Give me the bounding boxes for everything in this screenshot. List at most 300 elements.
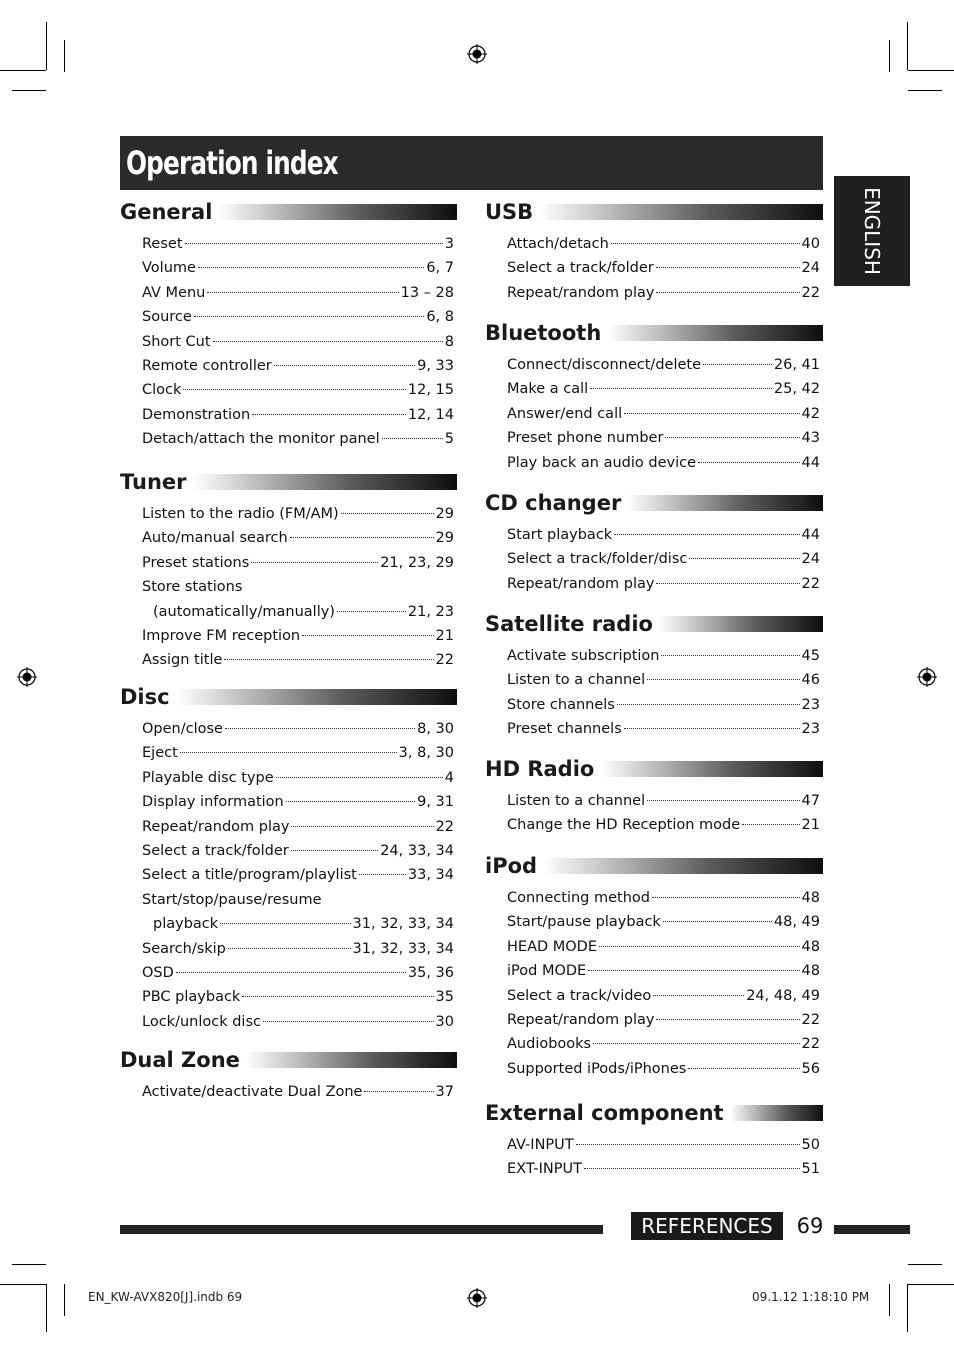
language-label: ENGLISH — [860, 187, 884, 275]
entry-label: Search/skip — [142, 940, 226, 957]
entry-pages: 31, 32, 33, 34 — [352, 916, 454, 933]
entry-pages: 21 — [801, 817, 820, 834]
index-entry — [120, 863, 457, 887]
index-entry — [485, 256, 823, 280]
registration-mark-icon — [917, 667, 937, 687]
section-heading — [485, 614, 823, 638]
crop-mark — [46, 1284, 47, 1332]
entry-pages: 47 — [801, 793, 820, 809]
entry-pages: 46 — [801, 672, 820, 689]
page-title-bar — [120, 136, 823, 190]
entry-label: Connect/disconnect/delete — [507, 357, 701, 373]
crop-mark — [889, 1284, 890, 1316]
entry-pages: 40 — [801, 236, 820, 252]
crop-mark — [64, 40, 65, 72]
section-title: USB — [485, 200, 534, 224]
entry-label: EXT-INPUT — [507, 1161, 582, 1178]
index-entry-list — [485, 644, 823, 742]
index-entry — [485, 1008, 823, 1032]
entry-label: Listen to a channel — [507, 793, 646, 809]
crop-mark — [12, 90, 46, 91]
index-entry — [485, 1133, 823, 1157]
crop-mark — [12, 1264, 46, 1265]
index-entry — [120, 403, 457, 427]
registration-mark-icon — [17, 667, 37, 687]
section-ipod — [485, 856, 823, 1081]
section-title: Dual Zone — [120, 1048, 240, 1072]
entry-label: Auto/manual search — [142, 530, 288, 547]
section-cd-changer — [485, 493, 823, 596]
index-entry-list — [485, 1133, 823, 1182]
index-entry — [120, 815, 457, 839]
section-heading — [120, 202, 457, 226]
entry-pages: 12, 15 — [407, 382, 454, 399]
entry-label: Lock/unlock disc — [142, 1013, 261, 1030]
dot-leader — [180, 752, 397, 753]
entry-label: iPod MODE — [507, 963, 587, 980]
entry-pages: 21 — [435, 628, 454, 645]
index-entry-list — [485, 353, 823, 475]
index-entry — [120, 378, 457, 402]
entry-label: Preset phone number — [507, 430, 664, 447]
imprint-file: EN_KW-AVX820[J].indb 69 — [88, 1290, 243, 1304]
entry-pages: 23 — [801, 696, 820, 713]
dot-leader — [194, 316, 425, 317]
entry-label: Reset — [142, 236, 183, 252]
entry-label: AV Menu — [142, 284, 206, 301]
entry-pages: 29 — [435, 530, 454, 547]
entry-pages: 22 — [801, 1012, 820, 1029]
entry-label: Change the HD Reception mode — [507, 817, 741, 834]
entry-pages: 24 — [801, 260, 820, 277]
dot-leader — [213, 341, 443, 342]
section-usb — [485, 202, 823, 305]
entry-label: Make a call — [507, 381, 589, 398]
dot-leader — [663, 921, 772, 922]
section-title: HD Radio — [485, 757, 595, 781]
section-dual-zone — [120, 1050, 457, 1104]
entry-label: Detach/attach the monitor panel — [142, 431, 380, 448]
entry-pages: 12, 14 — [407, 406, 454, 423]
entry-label: Attach/detach — [507, 236, 609, 252]
entry-label: Assign title — [142, 652, 223, 669]
registration-mark-icon — [467, 1288, 487, 1308]
entry-pages: 13 – 28 — [400, 284, 454, 301]
section-gradient-bar — [176, 689, 457, 705]
dot-leader — [290, 537, 434, 538]
entry-pages: 45 — [801, 648, 820, 664]
index-entry — [120, 766, 457, 790]
entry-pages: 42 — [801, 405, 820, 422]
entry-label: Repeat/random play — [142, 818, 290, 835]
section-heading — [485, 493, 823, 517]
section-bluetooth — [485, 323, 823, 475]
entry-label-line: Start/stop/pause/resume — [142, 891, 322, 908]
index-entry — [485, 451, 823, 475]
crop-mark — [908, 1264, 942, 1265]
entry-pages: 3 — [444, 236, 454, 252]
entry-label: Select a title/program/playlist — [142, 867, 357, 884]
dot-leader — [302, 635, 433, 636]
entry-label: Activate subscription — [507, 648, 660, 664]
index-entry — [120, 232, 457, 256]
section-title: Disc — [120, 685, 170, 709]
entry-label: Listen to the radio (FM/AM) — [142, 506, 339, 522]
entry-pages: 24, 48, 49 — [746, 987, 820, 1004]
page-number: 69 — [796, 1214, 824, 1238]
dot-leader — [652, 897, 800, 898]
entry-pages: 50 — [801, 1137, 820, 1153]
entry-label: Display information — [142, 794, 284, 811]
dot-leader — [198, 267, 424, 268]
entry-pages: 26, 41 — [773, 357, 820, 373]
section-heading — [485, 1103, 823, 1127]
index-entry — [120, 551, 457, 575]
entry-pages: 6, 7 — [426, 260, 454, 277]
section-hd-radio — [485, 759, 823, 838]
index-entry — [485, 1157, 823, 1181]
entry-pages: 37 — [435, 1084, 454, 1100]
section-satellite-radio — [485, 614, 823, 742]
index-entry-list — [485, 886, 823, 1081]
index-entry — [485, 886, 823, 910]
entry-pages: 22 — [801, 575, 820, 592]
section-gradient-bar — [730, 1105, 823, 1121]
dot-leader — [688, 1068, 799, 1069]
section-gradient-bar — [218, 204, 457, 220]
dot-leader — [624, 728, 800, 729]
section-gradient-bar — [607, 325, 823, 341]
index-entry — [120, 937, 457, 961]
entry-pages: 48 — [801, 963, 820, 980]
index-entry — [485, 232, 823, 256]
index-entry — [120, 888, 457, 937]
references-label: REFERENCES — [631, 1212, 783, 1240]
entry-pages: 3, 8, 30 — [398, 745, 454, 762]
section-gradient-bar — [193, 474, 457, 490]
section-gradient-bar — [539, 204, 823, 220]
entry-label: Eject — [142, 745, 178, 762]
entry-label: Improve FM reception — [142, 628, 301, 645]
entry-pages: 8 — [444, 333, 454, 350]
entry-pages: 48 — [801, 938, 820, 955]
index-entry-list — [485, 232, 823, 305]
index-entry — [120, 281, 457, 305]
section-heading — [485, 759, 823, 783]
entry-label: Preset channels — [507, 721, 622, 738]
crop-mark — [907, 1284, 908, 1332]
entry-pages: 4 — [444, 769, 454, 786]
dot-leader — [176, 972, 406, 973]
entry-label: Audiobooks — [507, 1036, 592, 1053]
section-gradient-bar — [543, 858, 823, 874]
dot-leader — [661, 655, 799, 656]
section-heading — [120, 472, 457, 496]
footer-rule — [834, 1225, 910, 1234]
entry-label: Clock — [142, 382, 182, 399]
entry-label: Repeat/random play — [507, 284, 655, 301]
entry-pages: 22 — [435, 818, 454, 835]
entry-label: Select a track/video — [507, 987, 652, 1004]
index-entry — [485, 572, 823, 596]
crop-mark — [908, 70, 954, 71]
index-entry — [120, 624, 457, 648]
index-entry-list — [120, 717, 457, 1034]
index-entry — [485, 935, 823, 959]
dot-leader — [617, 704, 800, 705]
section-heading — [120, 687, 457, 711]
section-disc — [120, 687, 457, 1034]
dot-leader — [291, 826, 433, 827]
footer-rule — [120, 1225, 603, 1234]
dot-leader — [276, 777, 443, 778]
entry-label: Answer/end call — [507, 405, 623, 422]
entry-label: playback — [153, 916, 219, 933]
entry-pages: 9, 33 — [417, 358, 454, 375]
entry-label: Open/close — [142, 721, 223, 737]
section-heading — [485, 323, 823, 347]
dot-leader — [576, 1144, 800, 1145]
crop-mark — [64, 1284, 65, 1316]
entry-pages: 23 — [801, 721, 820, 738]
dot-leader — [656, 583, 799, 584]
entry-label: (automatically/manually) — [153, 603, 335, 620]
entry-pages: 5 — [444, 431, 454, 448]
index-entry — [120, 961, 457, 985]
entry-pages: 51 — [801, 1161, 820, 1178]
section-title: External component — [485, 1101, 724, 1125]
entry-pages: 35 — [435, 989, 454, 1006]
entry-label: Supported iPods/iPhones — [507, 1060, 687, 1077]
index-entry — [120, 839, 457, 863]
index-entry — [485, 789, 823, 813]
entry-label: Listen to a channel — [507, 672, 646, 689]
dot-leader — [185, 243, 443, 244]
entry-label: Connecting method — [507, 890, 650, 906]
index-entry — [120, 1010, 457, 1034]
dot-leader — [647, 800, 799, 801]
entry-label-line: Store stations — [142, 579, 243, 596]
crop-mark — [908, 1284, 954, 1285]
section-title: iPod — [485, 854, 538, 878]
dot-leader — [341, 513, 434, 514]
registration-mark-icon — [467, 44, 487, 64]
section-heading — [485, 202, 823, 226]
entry-pages: 44 — [801, 454, 820, 471]
entry-label: Start playback — [507, 527, 613, 543]
entry-pages: 44 — [801, 527, 820, 543]
dot-leader — [286, 801, 415, 802]
section-gradient-bar — [246, 1052, 457, 1068]
entry-pages: 8, 30 — [417, 721, 454, 737]
section-title: Bluetooth — [485, 321, 602, 345]
index-entry — [485, 426, 823, 450]
entry-label: PBC playback — [142, 989, 241, 1006]
index-entry — [120, 330, 457, 354]
index-entry — [120, 427, 457, 451]
index-entry-list — [120, 232, 457, 452]
section-title: General — [120, 200, 213, 224]
entry-label: HEAD MODE — [507, 938, 598, 955]
index-entry-list — [120, 502, 457, 673]
index-entry — [485, 693, 823, 717]
entry-pages: 48 — [801, 890, 820, 906]
section-gradient-bar — [659, 616, 823, 632]
crop-mark — [907, 22, 908, 70]
dot-leader — [242, 996, 433, 997]
dot-leader — [656, 292, 799, 293]
dot-leader — [593, 1043, 799, 1044]
entry-label: Select a track/folder — [507, 260, 654, 277]
entry-pages: 25, 42 — [773, 381, 820, 398]
dot-leader — [665, 437, 799, 438]
entry-pages: 33, 34 — [407, 867, 454, 884]
index-entry — [485, 910, 823, 934]
dot-leader — [251, 562, 378, 563]
section-heading — [485, 856, 823, 880]
entry-label: Select a track/folder/disc — [507, 551, 688, 568]
index-entry — [485, 813, 823, 837]
dot-leader — [624, 413, 799, 414]
index-entry — [485, 1032, 823, 1056]
index-entry-list — [485, 523, 823, 596]
dot-leader — [364, 1091, 433, 1092]
entry-label: Select a track/folder — [142, 843, 289, 860]
crop-mark — [46, 22, 47, 70]
dot-leader — [252, 414, 406, 415]
index-entry — [120, 985, 457, 1009]
index-entry — [120, 648, 457, 672]
entry-label: Remote controller — [142, 358, 272, 375]
entry-label: Store channels — [507, 696, 615, 713]
entry-label: Repeat/random play — [507, 1012, 655, 1029]
crop-mark — [889, 40, 890, 72]
entry-pages: 22 — [435, 652, 454, 669]
entry-pages: 24 — [801, 551, 820, 568]
page-title: Operation index — [126, 144, 338, 182]
index-entry — [120, 502, 457, 526]
dot-leader — [220, 923, 350, 924]
dot-leader — [274, 365, 415, 366]
dot-leader — [611, 243, 800, 244]
index-entry — [120, 741, 457, 765]
dot-leader — [590, 388, 772, 389]
dot-leader — [656, 267, 800, 268]
dot-leader — [588, 970, 799, 971]
section-gradient-bar — [600, 761, 823, 777]
language-tab — [834, 176, 910, 286]
section-general — [120, 202, 457, 452]
entry-pages: 30 — [435, 1013, 454, 1030]
index-entry — [485, 1057, 823, 1081]
index-entry — [120, 305, 457, 329]
entry-pages: 56 — [801, 1060, 820, 1077]
dot-leader — [183, 389, 405, 390]
entry-label: Activate/deactivate Dual Zone — [142, 1084, 363, 1100]
index-entry — [485, 547, 823, 571]
dot-leader — [584, 1168, 800, 1169]
dot-leader — [225, 728, 415, 729]
index-entry — [485, 402, 823, 426]
index-entry — [485, 668, 823, 692]
index-entry — [485, 281, 823, 305]
dot-leader — [703, 364, 772, 365]
entry-label: Source — [142, 309, 192, 326]
dot-leader — [599, 946, 800, 947]
imprint-timestamp: 09.1.12 1:18:10 PM — [752, 1290, 870, 1304]
crop-mark — [908, 90, 942, 91]
entry-pages: 21, 23, 29 — [380, 554, 454, 571]
index-entry — [120, 575, 457, 624]
dot-leader — [653, 995, 744, 996]
entry-pages: 21, 23 — [407, 603, 454, 620]
index-entry — [485, 717, 823, 741]
dot-leader — [742, 824, 799, 825]
section-title: CD changer — [485, 491, 622, 515]
entry-pages: 22 — [801, 284, 820, 301]
entry-label: OSD — [142, 965, 174, 982]
index-entry — [485, 523, 823, 547]
dot-leader — [359, 874, 406, 875]
crop-mark — [0, 70, 46, 71]
dot-leader — [228, 948, 351, 949]
entry-label: Short Cut — [142, 333, 211, 350]
entry-pages: 35, 36 — [407, 965, 454, 982]
index-entry — [485, 644, 823, 668]
entry-label: Demonstration — [142, 406, 251, 423]
index-entry — [485, 959, 823, 983]
dot-leader — [382, 438, 443, 439]
entry-pages: 22 — [801, 1036, 820, 1053]
entry-label: Volume — [142, 260, 196, 277]
entry-label: Start/pause playback — [507, 914, 661, 931]
index-entry — [120, 790, 457, 814]
section-title: Tuner — [120, 470, 187, 494]
dot-leader — [207, 292, 398, 293]
dot-leader — [647, 679, 799, 680]
index-entry — [120, 256, 457, 280]
entry-label: Repeat/random play — [507, 575, 655, 592]
dot-leader — [614, 534, 799, 535]
index-entry-list — [120, 1080, 457, 1104]
section-title: Satellite radio — [485, 612, 653, 636]
section-gradient-bar — [627, 495, 823, 511]
entry-pages: 29 — [435, 506, 454, 522]
dot-leader — [337, 611, 406, 612]
dot-leader — [224, 659, 433, 660]
index-entry — [120, 354, 457, 378]
index-entry-list — [485, 789, 823, 838]
index-entry — [120, 526, 457, 550]
index-entry — [120, 717, 457, 741]
entry-pages: 9, 31 — [417, 794, 454, 811]
entry-pages: 43 — [801, 430, 820, 447]
entry-pages: 24, 33, 34 — [380, 843, 454, 860]
index-entry — [485, 353, 823, 377]
entry-label: Play back an audio device — [507, 454, 697, 471]
section-external-component — [485, 1103, 823, 1182]
dot-leader — [263, 1021, 434, 1022]
section-heading — [120, 1050, 457, 1074]
entry-label: Preset stations — [142, 554, 250, 571]
entry-label: Playable disc type — [142, 769, 274, 786]
entry-pages: 6, 8 — [426, 309, 454, 326]
entry-label: AV-INPUT — [507, 1137, 574, 1153]
dot-leader — [698, 462, 800, 463]
index-entry — [120, 1080, 457, 1104]
entry-pages: 31, 32, 33, 34 — [352, 940, 454, 957]
entry-pages: 48, 49 — [773, 914, 820, 931]
